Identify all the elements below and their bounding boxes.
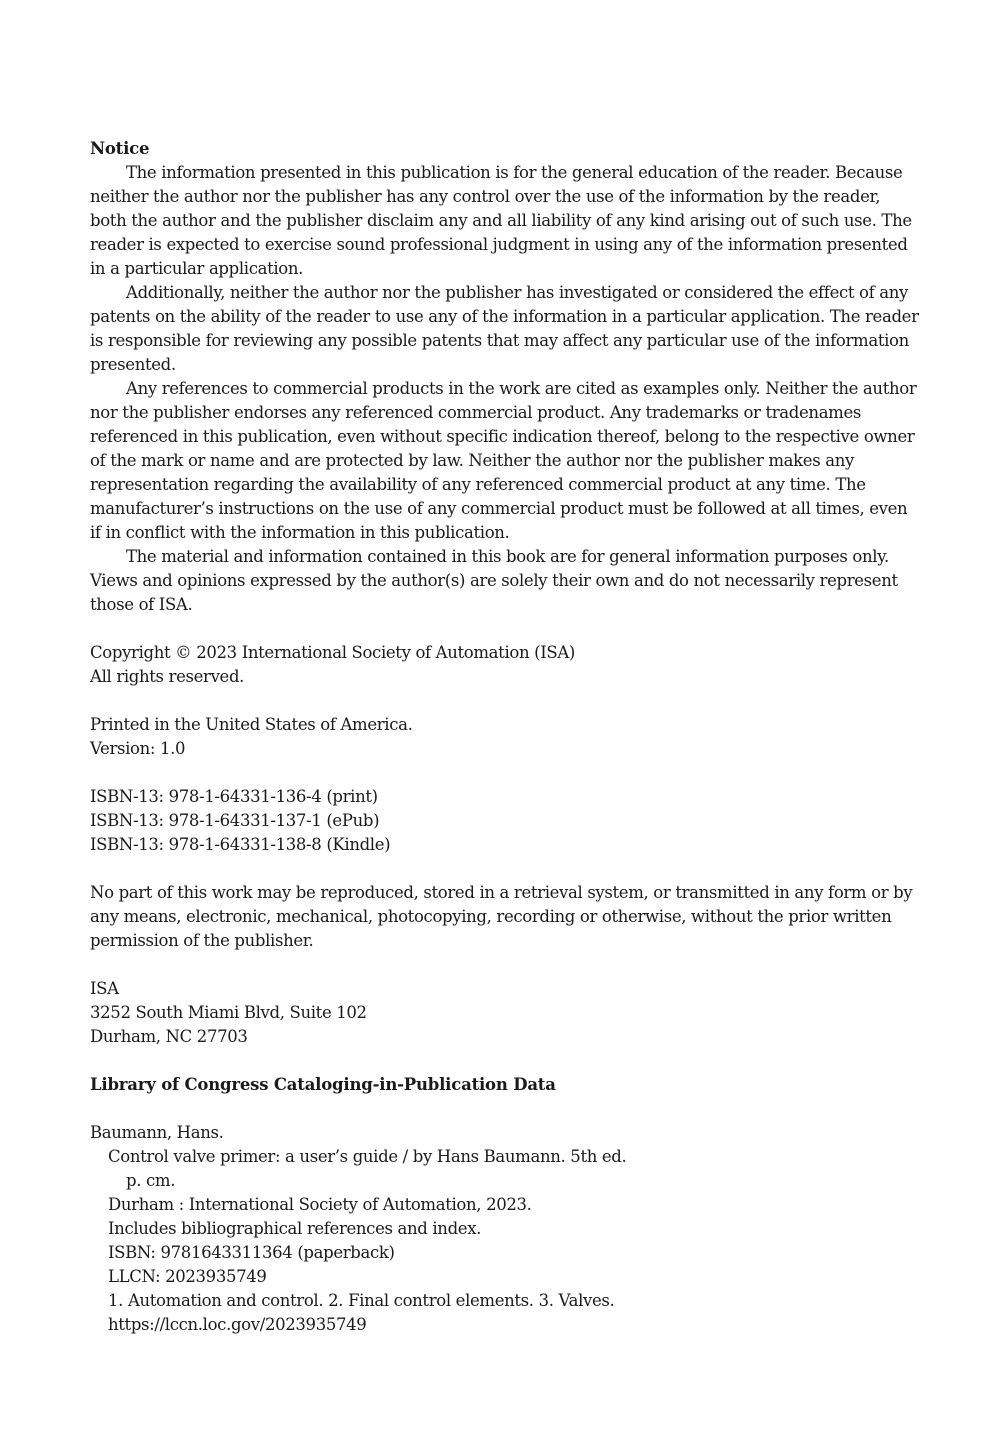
cip-llcn: LLCN: 2023935749 [108,1267,267,1286]
notice-paragraph-patents: Additionally, neither the author nor the publisher has investigated or considered the effect of any patents on the ability of the reader to use any of the information in a particular application. The reader is responsible for reviewing any possible patents that may affect any particular use of the information presented. [90,283,919,374]
spacer [90,617,920,641]
cip-includes: Includes bibliographical references and index. [108,1219,482,1238]
cip-publisher: Durham : International Society of Automation, 2023. [108,1195,532,1214]
spacer [90,857,920,881]
cip-url: https://lccn.loc.gov/2023935749 [108,1315,367,1334]
spacer [90,689,920,713]
cip-author: Baumann, Hans. [90,1123,224,1142]
copyright-line: Copyright © 2023 International Society of Automation (ISA) [90,643,575,662]
spacer [90,1097,920,1121]
cip-title: Control valve primer: a user’s guide / by Hans Baumann. 5th ed. [108,1147,627,1166]
printed-in-line: Printed in the United States of America. [90,715,413,734]
publisher-city: Durham, NC 27703 [90,1027,248,1046]
notice-paragraph-commercial-products: Any references to commercial products in the work are cited as examples only. Neither the author nor the publisher endorses any referenced commercial product. Any trademarks or tradenames referenced in this publication, even without specific indication thereof, belong to the respective owner of the mark or name and are protected by law. Neither the author nor the publisher makes any representation regarding the availability of any referenced commercial product at any time. The manufacturer’s instructions on the use of any commercial product must be followed at all times, even if in conflict with the information in this publication. [90,379,917,542]
cip-physical: p. cm. [126,1171,176,1190]
isbn-epub: ISBN-13: 978-1-64331-137-1 (ePub) [90,811,380,830]
reproduction-rights-statement: No part of this work may be reproduced, stored in a retrieval system, or transmitted in any form or by any means, electronic, mechanical, photocopying, recording or otherwise, without the prior written permission of the publisher. [90,883,913,950]
notice-paragraph-general-education: The information presented in this publication is for the general education of the reader. Because neither the author nor the publisher has any control over the use of the information by the reader, both the author and the publisher disclaim any and all liability of any kind arising out of such use. The reader is expected to exercise sound professional judgment in using any of the information presented in a particular application. [90,163,912,278]
spacer [90,953,920,977]
copyright-page [90,137,920,1337]
notice-paragraph-general-information: The material and information contained in this book are for general information purposes only. Views and opinions expressed by the author(s) are solely their own and do not necessarily represent those of ISA. [90,547,898,614]
spacer [90,761,920,785]
spacer [90,1049,920,1073]
cip-isbn: ISBN: 9781643311364 (paperback) [108,1243,395,1262]
version-line: Version: 1.0 [90,739,186,758]
isbn-print: ISBN-13: 978-1-64331-136-4 (print) [90,787,378,806]
publisher-name: ISA [90,979,119,998]
notice-heading: Notice [90,139,150,158]
isbn-kindle: ISBN-13: 978-1-64331-138-8 (Kindle) [90,835,391,854]
publisher-street: 3252 South Miami Blvd, Suite 102 [90,1003,367,1022]
cip-heading: Library of Congress Cataloging-in-Publication Data [90,1075,556,1094]
rights-reserved-line: All rights reserved. [90,667,245,686]
cip-subjects: 1. Automation and control. 2. Final control elements. 3. Valves. [108,1291,615,1310]
